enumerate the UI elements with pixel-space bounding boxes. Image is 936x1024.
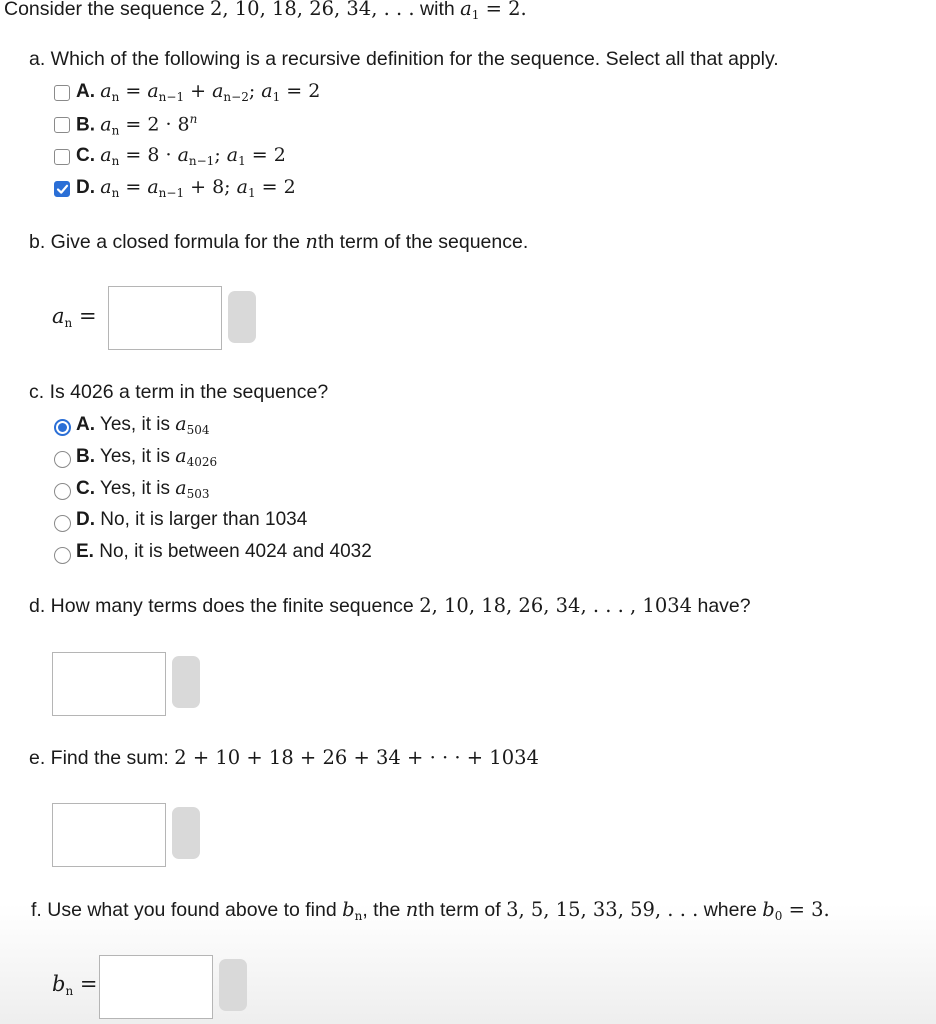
- part-f-answer-label: $b_n$ =: [52, 972, 98, 998]
- c-option-b-label[interactable]: B. Yes, it is $a_{4026}$: [76, 445, 218, 469]
- c-option-e-radio[interactable]: [54, 547, 71, 564]
- option-d-label[interactable]: D. $a_n = a_{n-1} + 8$; $a_1 = 2$: [76, 176, 296, 200]
- part-a-question: a. Which of the following is a recursive definition for the sequence. Select all that apply.: [29, 48, 779, 70]
- c-option-e-label[interactable]: E. No, it is between 4024 and 4032: [76, 541, 372, 562]
- bn-formula-input[interactable]: [99, 955, 213, 1019]
- option-b-checkbox[interactable]: [54, 117, 70, 133]
- c-option-c-radio[interactable]: [54, 483, 71, 500]
- term-count-input[interactable]: [52, 652, 166, 716]
- bn-formula-equation-editor-button[interactable]: [219, 959, 247, 1011]
- checkmark-icon: [56, 183, 69, 196]
- option-a-label[interactable]: A. $a_n = a_{n-1} + a_{n-2}$; $a_1 = 2$: [76, 80, 321, 104]
- part-e-question: e. Find the sum: 2 + 10 + 18 + 26 + 34 + · · · + 1034: [29, 746, 539, 769]
- option-c-label[interactable]: C. $a_n = 8 \cdot a_{n-1}$; $a_1 = 2$: [76, 144, 286, 168]
- c-option-b-radio[interactable]: [54, 451, 71, 468]
- option-c-checkbox[interactable]: [54, 149, 70, 165]
- c-option-d-label[interactable]: D. No, it is larger than 1034: [76, 509, 308, 530]
- sum-equation-editor-button[interactable]: [172, 807, 200, 859]
- problem-statement: Consider the sequence 2, 10, 18, 26, 34, . . . with $a_1 = 2$.: [4, 0, 527, 22]
- option-a-checkbox[interactable]: [54, 85, 70, 101]
- sum-input[interactable]: [52, 803, 166, 867]
- c-option-d-radio[interactable]: [54, 515, 71, 532]
- part-b-answer-label: $a_n$ =: [52, 304, 97, 330]
- option-d-checkbox[interactable]: [54, 181, 70, 197]
- c-option-a-label[interactable]: A. Yes, it is $a_{504}$: [76, 413, 210, 437]
- c-option-a-radio[interactable]: [54, 419, 71, 436]
- part-b-question: b. Give a closed formula for the nth term of the sequence.: [29, 230, 529, 253]
- c-option-c-label[interactable]: C. Yes, it is $a_{503}$: [76, 477, 210, 501]
- closed-formula-equation-editor-button[interactable]: [228, 291, 256, 343]
- term-count-equation-editor-button[interactable]: [172, 656, 200, 708]
- part-c-question: c. Is 4026 a term in the sequence?: [29, 381, 329, 403]
- part-d-question: d. How many terms does the finite sequence 2, 10, 18, 26, 34, . . . , 1034 have?: [29, 594, 751, 617]
- closed-formula-input[interactable]: [108, 286, 222, 350]
- part-f-question: f. Use what you found above to find $b_n$, the nth term of 3, 5, 15, 33, 59, . . . where $b_0 = 3$.: [31, 898, 830, 923]
- option-b-label[interactable]: B. $a_n = 2 \cdot 8^n$: [76, 112, 198, 138]
